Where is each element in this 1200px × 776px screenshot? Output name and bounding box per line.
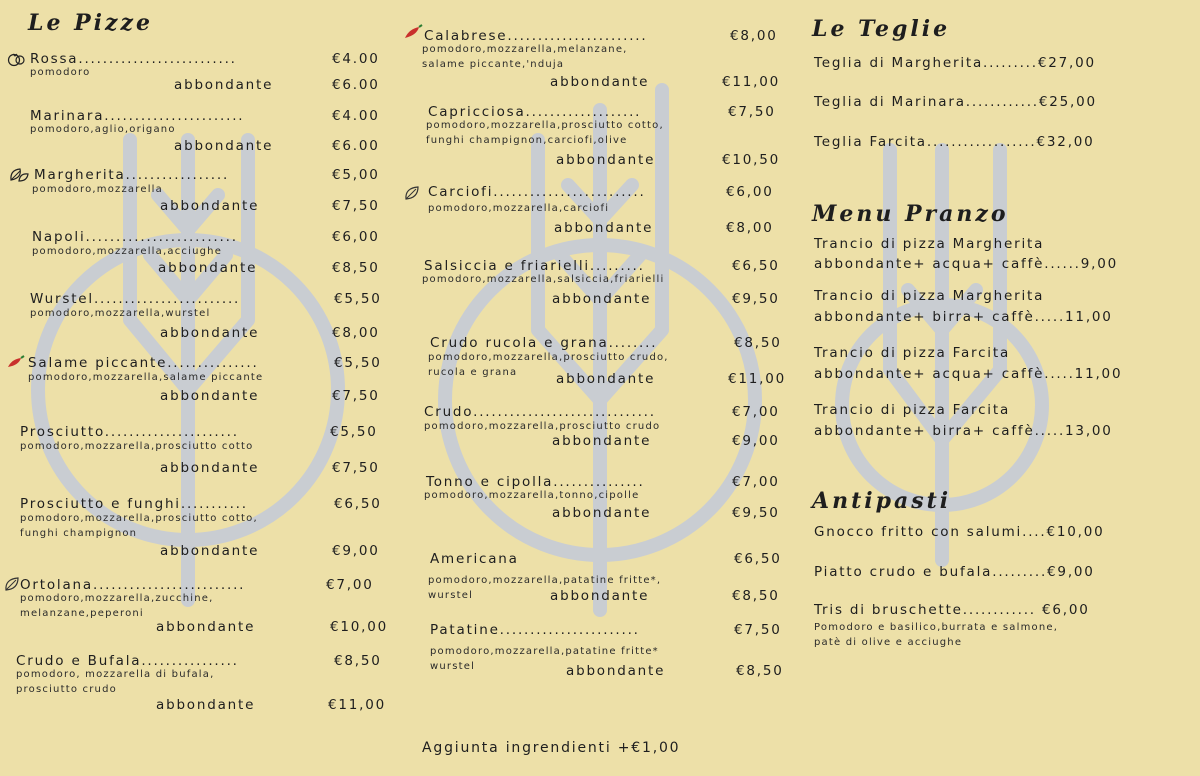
tomato-icon bbox=[6, 51, 26, 67]
menu-item-name: Tonno e cipolla............... bbox=[426, 474, 645, 490]
abbondante-label: abbondante bbox=[156, 697, 256, 713]
abbondante-price: €7,50 bbox=[332, 388, 380, 404]
menu-item-ingredients: pomodoro,mozzarella,patatine fritte*, bbox=[428, 575, 662, 586]
menu-item-name: Margherita................. bbox=[34, 167, 230, 183]
section-title-teglie: Le Teglie bbox=[812, 16, 951, 42]
antipasto-item: Gnocco fritto con salumi....€10,00 bbox=[814, 524, 1105, 540]
abbondante-label: abbondante bbox=[554, 220, 654, 236]
menu-item-price: €6,00 bbox=[332, 229, 380, 245]
section-title-pizze: Le Pizze bbox=[28, 10, 154, 36]
menu-item-price: €6,50 bbox=[734, 551, 782, 567]
menu-item-price: €7,50 bbox=[728, 104, 776, 120]
abbondante-label: abbondante bbox=[160, 388, 260, 404]
menu-item-price: €4.00 bbox=[332, 51, 380, 67]
abbondante-label: abbondante bbox=[566, 663, 666, 679]
menu-item-name: Calabrese....................... bbox=[424, 28, 648, 44]
abbondante-price: €11,00 bbox=[728, 371, 787, 387]
chili-icon bbox=[4, 355, 26, 369]
menu-item-name: Rossa.......................... bbox=[30, 51, 237, 67]
abbondante-price: €11,00 bbox=[722, 74, 781, 90]
menu-item-ingredients: pomodoro,mozzarella,prosciutto crudo bbox=[424, 421, 661, 432]
menu-item-ingredients: pomodoro,mozzarella,patatine fritte* bbox=[430, 646, 659, 657]
leaf-icon bbox=[404, 185, 420, 201]
menu-item-name: Salame piccante............... bbox=[28, 355, 259, 371]
menu-item-price: €5,50 bbox=[334, 355, 382, 371]
abbondante-price: €7,50 bbox=[332, 198, 380, 214]
menu-item-ingredients: pomodoro,mozzarella,carciofi bbox=[428, 203, 610, 214]
abbondante-price: €10,50 bbox=[722, 152, 781, 168]
menu-item-ingredients: pomodoro,mozzarella,prosciutto cotto, bbox=[20, 513, 258, 524]
abbondante-price: €6.00 bbox=[332, 77, 380, 93]
menu-item-ingredients: rucola e grana bbox=[428, 367, 518, 378]
abbondante-label: abbondante bbox=[158, 260, 258, 276]
menu-item-price: €6,50 bbox=[732, 258, 780, 274]
menu-item-ingredients: pomodoro,mozzarella,salame piccante bbox=[28, 372, 264, 383]
antipasto-item: Tris di bruschette............ €6,00 bbox=[814, 602, 1090, 618]
menu-item-ingredients: pomodoro,mozzarella,tonno,cipolle bbox=[424, 490, 640, 501]
menu-item-name: Prosciutto e funghi........... bbox=[20, 496, 248, 512]
abbondante-label: abbondante bbox=[550, 74, 650, 90]
menu-item-name: Americana bbox=[430, 551, 519, 567]
antipasto-item: Piatto crudo e bufala.........€9,00 bbox=[814, 564, 1095, 580]
pranzo-item-detail: abbondante+ acqua+ caffè......9,00 bbox=[814, 256, 1119, 272]
menu-item-name: Carciofi......................... bbox=[428, 184, 646, 200]
menu-item-ingredients: wurstel bbox=[430, 661, 476, 672]
menu-item-ingredients: pomodoro,mozzarella,prosciutto cotto bbox=[20, 441, 254, 452]
menu-item-price: €7,00 bbox=[326, 577, 374, 593]
menu-item-price: €8,50 bbox=[734, 335, 782, 351]
pranzo-item-detail: abbondante+ birra+ caffè.....11,00 bbox=[814, 309, 1113, 325]
menu-item-name: Prosciutto...................... bbox=[20, 424, 239, 440]
menu-item-name: Crudo.............................. bbox=[424, 404, 656, 420]
pranzo-item-title: Trancio di pizza Farcita bbox=[814, 345, 1011, 361]
abbondante-price: €10,00 bbox=[330, 619, 389, 635]
abbondante-price: €8,50 bbox=[736, 663, 784, 679]
abbondante-label: abbondante bbox=[160, 325, 260, 341]
abbondante-price: €9,00 bbox=[332, 543, 380, 559]
menu-item-ingredients: pomodoro,mozzarella,acciughe bbox=[32, 246, 223, 257]
abbondante-price: €6.00 bbox=[332, 138, 380, 154]
menu-item-ingredients: pomodoro,mozzarella,melanzane, bbox=[422, 44, 628, 55]
menu-item-ingredients: melanzane,peperoni bbox=[20, 608, 144, 619]
abbondante-label: abbondante bbox=[556, 152, 656, 168]
antipasto-ingredients: patè di olive e acciughe bbox=[814, 637, 963, 648]
pranzo-item-detail: abbondante+ acqua+ caffè.....11,00 bbox=[814, 366, 1123, 382]
menu-item-ingredients: pomodoro,mozzarella,zucchine, bbox=[20, 593, 214, 604]
abbondante-label: abbondante bbox=[174, 138, 274, 154]
abbondante-price: €8,00 bbox=[332, 325, 380, 341]
menu-item-price: €6,00 bbox=[726, 184, 774, 200]
abbondante-price: €9,50 bbox=[732, 505, 780, 521]
menu-item-price: €5,00 bbox=[332, 167, 380, 183]
leaf-icon bbox=[4, 576, 20, 592]
menu-item-ingredients: prosciutto crudo bbox=[16, 684, 117, 695]
teglia-item: Teglia di Marinara............€25,00 bbox=[814, 94, 1097, 110]
menu-item-name: Crudo rucola e grana........ bbox=[430, 335, 658, 351]
menu-item-price: €7,00 bbox=[732, 404, 780, 420]
menu-item-price: €7,50 bbox=[734, 622, 782, 638]
abbondante-label: abbondante bbox=[160, 543, 260, 559]
pranzo-item-detail: abbondante+ birra+ caffè.....13,00 bbox=[814, 423, 1113, 439]
menu-item-ingredients: pomodoro,aglio,origano bbox=[30, 124, 176, 135]
menu-item-ingredients: pomodoro,mozzarella,wurstel bbox=[30, 308, 211, 319]
teglia-item: Teglia Farcita..................€32,00 bbox=[814, 134, 1095, 150]
teglia-item: Teglia di Margherita.........€27,00 bbox=[814, 55, 1096, 71]
abbondante-price: €11,00 bbox=[328, 697, 387, 713]
menu-item-ingredients: pomodoro,mozzarella bbox=[32, 184, 163, 195]
pranzo-item-title: Trancio di pizza Margherita bbox=[814, 236, 1045, 252]
menu-item-name: Marinara....................... bbox=[30, 108, 245, 124]
abbondante-label: abbondante bbox=[550, 588, 650, 604]
menu-item-price: €4.00 bbox=[332, 108, 380, 124]
pranzo-item-title: Trancio di pizza Farcita bbox=[814, 402, 1011, 418]
abbondante-price: €9,50 bbox=[732, 291, 780, 307]
menu-item-ingredients: pomodoro,mozzarella,prosciutto crudo, bbox=[428, 352, 669, 363]
menu-item-ingredients: pomodoro,mozzarella,prosciutto cotto, bbox=[426, 120, 664, 131]
menu-item-ingredients: pomodoro bbox=[30, 67, 91, 78]
menu-item-price: €6,50 bbox=[334, 496, 382, 512]
menu-item-name: Patatine....................... bbox=[430, 622, 640, 638]
menu-item-ingredients: funghi champignon,carciofi,olive bbox=[426, 135, 628, 146]
abbondante-label: abbondante bbox=[156, 619, 256, 635]
menu-item-ingredients: salame piccante,'nduja bbox=[422, 59, 565, 70]
abbondante-label: abbondante bbox=[160, 460, 260, 476]
chili-icon bbox=[402, 24, 424, 40]
abbondante-label: abbondante bbox=[552, 291, 652, 307]
menu-item-name: Salsiccia e friarielli......... bbox=[424, 258, 645, 274]
section-title-antipasti: Antipasti bbox=[812, 488, 952, 514]
menu-item-ingredients: wurstel bbox=[428, 590, 474, 601]
abbondante-label: abbondante bbox=[556, 371, 656, 387]
antipasto-ingredients: Pomodoro e basilico,burrata e salmone, bbox=[814, 622, 1059, 633]
pranzo-item-title: Trancio di pizza Margherita bbox=[814, 288, 1045, 304]
abbondante-price: €8,50 bbox=[332, 260, 380, 276]
menu-item-ingredients: funghi champignon bbox=[20, 528, 138, 539]
menu-item-price: €7,00 bbox=[732, 474, 780, 490]
section-title-pranzo: Menu Pranzo bbox=[812, 201, 1009, 227]
menu-item-name: Ortolana......................... bbox=[20, 577, 246, 593]
abbondante-label: abbondante bbox=[174, 77, 274, 93]
menu-item-price: €5,50 bbox=[330, 424, 378, 440]
abbondante-price: €7,50 bbox=[332, 460, 380, 476]
menu-item-price: €8,00 bbox=[730, 28, 778, 44]
menu-item-ingredients: pomodoro, mozzarella di bufala, bbox=[16, 669, 215, 680]
menu-item-ingredients: pomodoro,mozzarella,salsiccia,friarielli bbox=[422, 274, 665, 285]
abbondante-label: abbondante bbox=[160, 198, 260, 214]
menu-item-name: Napoli......................... bbox=[32, 229, 238, 245]
abbondante-label: abbondante bbox=[552, 505, 652, 521]
basil-icon bbox=[8, 166, 30, 184]
footer-note: Aggiunta ingrendienti +€1,00 bbox=[422, 740, 681, 756]
menu-item-name: Wurstel........................ bbox=[30, 291, 241, 307]
abbondante-price: €8,00 bbox=[726, 220, 774, 236]
menu-item-name: Capricciosa................... bbox=[428, 104, 642, 120]
abbondante-price: €9,00 bbox=[732, 433, 780, 449]
menu-item-price: €8,50 bbox=[334, 653, 382, 669]
abbondante-price: €8,50 bbox=[732, 588, 780, 604]
abbondante-label: abbondante bbox=[552, 433, 652, 449]
menu-item-name: Crudo e Bufala................ bbox=[16, 653, 239, 669]
menu-item-price: €5,50 bbox=[334, 291, 382, 307]
